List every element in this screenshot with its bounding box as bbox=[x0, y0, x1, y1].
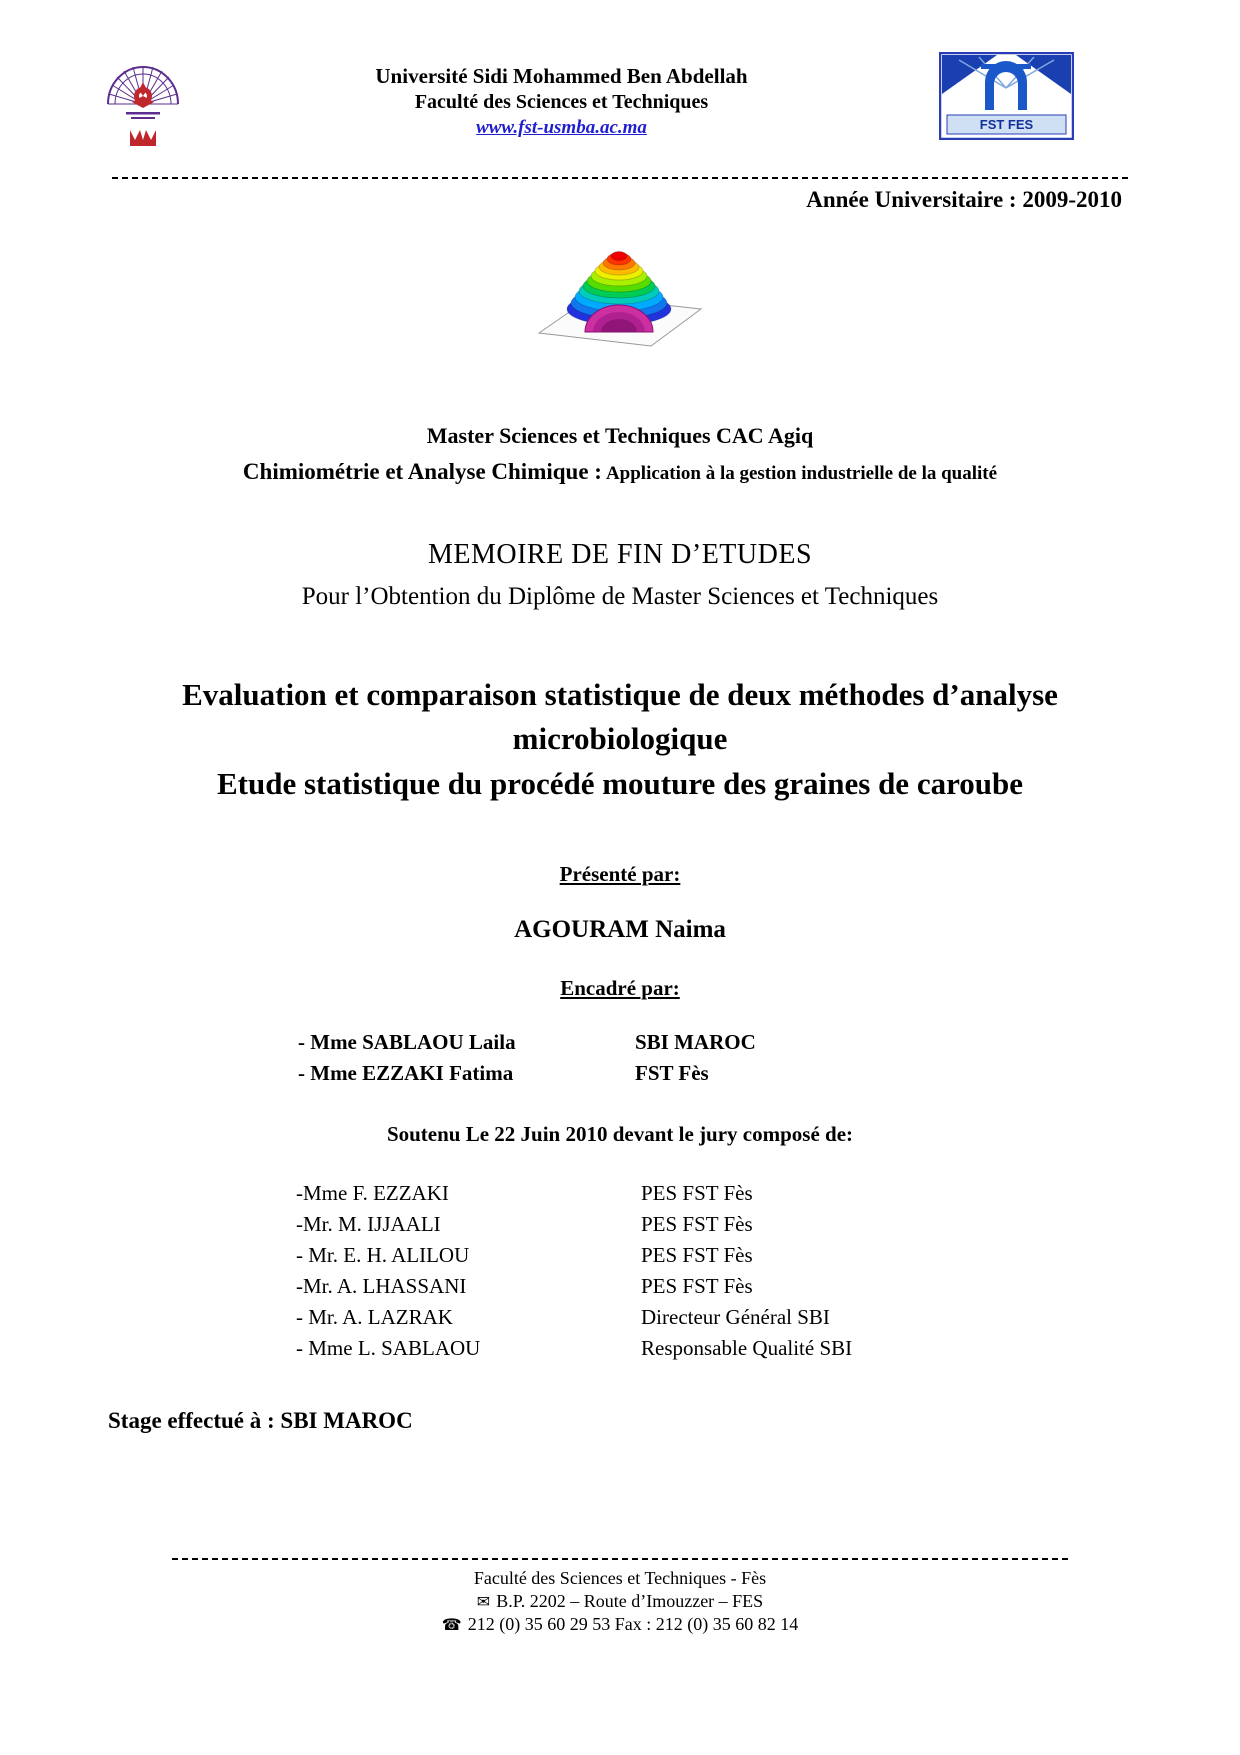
footer bbox=[0, 1558, 1240, 1635]
footer-address-text: B.P. 2202 – Route d’Imouzzer – FES bbox=[496, 1591, 764, 1611]
footer-phone-text: 212 (0) 35 60 29 53 Fax : 212 (0) 35 60 82 14 bbox=[467, 1614, 799, 1634]
phone-icon: ☎ bbox=[441, 1615, 462, 1634]
supervised-by-label: Encadré par: bbox=[560, 975, 680, 1000]
jury-member-name: -Mme F. EZZAKI bbox=[296, 1180, 449, 1205]
jury-member-name: - Mr. A. LAZRAK bbox=[296, 1304, 453, 1329]
jury-list bbox=[296, 1178, 1240, 1364]
surface-plot-image bbox=[0, 233, 1240, 351]
jury-member-name: - Mr. E. H. ALILOU bbox=[296, 1242, 470, 1267]
university-seal-icon bbox=[102, 52, 184, 154]
faculty-name: Faculté des Sciences et Techniques bbox=[414, 91, 709, 113]
fst-fes-logo-label: FST FES bbox=[979, 117, 1034, 132]
academic-year: Année Universitaire : 2009-2010 bbox=[806, 187, 1122, 212]
jury-member-name: - Mme L. SABLAOU bbox=[296, 1335, 481, 1360]
fst-fes-logo bbox=[939, 52, 1074, 145]
jury-member-name: -Mr. M. IJJAALI bbox=[296, 1211, 441, 1236]
university-seal-logo bbox=[102, 52, 184, 159]
page-title bbox=[155, 673, 1085, 806]
author-name: AGOURAM Naima bbox=[514, 915, 726, 943]
jury-member-role: Responsable Qualité SBI bbox=[641, 1335, 853, 1360]
jury-member-role: PES FST Fès bbox=[641, 1180, 753, 1205]
jury-member-name: -Mr. A. LHASSANI bbox=[296, 1273, 467, 1298]
specialty-line bbox=[0, 459, 1240, 491]
internship-line: Stage effectué à : SBI MAROC bbox=[108, 1407, 413, 1433]
specialty-detail: Application à la gestion industrielle de la qualité bbox=[605, 463, 998, 484]
supervisor-org: SBI MAROC bbox=[635, 1029, 756, 1054]
jury-member-role: Directeur Général SBI bbox=[641, 1304, 830, 1329]
footer-faculty-line: Faculté des Sciences et Techniques - Fès bbox=[473, 1568, 767, 1588]
fst-fes-logo-icon bbox=[939, 52, 1074, 140]
surface-plot-icon bbox=[531, 233, 709, 351]
footer-address-line bbox=[0, 1591, 1240, 1612]
memoir-subheading: Pour l’Obtention du Diplôme de Master Sciences et Techniques bbox=[301, 583, 939, 610]
memoir-heading: MEMOIRE DE FIN D’ETUDES bbox=[427, 539, 813, 570]
defense-intro-line: Soutenu Le 22 Juin 2010 devant le jury composé de: bbox=[386, 1121, 854, 1146]
page-title-line-2: Etude statistique du procédé mouture des graines de caroube bbox=[216, 765, 1024, 801]
supervisors-list bbox=[298, 1030, 1240, 1086]
header-text-block bbox=[184, 52, 939, 139]
page-title-line-1: Evaluation et comparaison statistique de deux méthodes d’analyse microbiologique bbox=[182, 677, 1058, 757]
footer-phone-line bbox=[0, 1614, 1240, 1635]
presented-by-label: Présenté par: bbox=[559, 861, 681, 886]
jury-member-role: PES FST Fès bbox=[641, 1211, 753, 1236]
header bbox=[0, 52, 1240, 159]
mail-icon: ✉ bbox=[476, 1592, 491, 1611]
specialty-name: Chimiométrie et Analyse Chimique : bbox=[242, 459, 602, 484]
separator-line-bottom bbox=[172, 1558, 1068, 1560]
supervisor-name: - Mme SABLAOU Laila bbox=[298, 1029, 516, 1054]
university-name: Université Sidi Mohammed Ben Abdellah bbox=[375, 64, 748, 88]
jury-member-role: PES FST Fès bbox=[641, 1273, 753, 1298]
jury-member-role: PES FST Fès bbox=[641, 1242, 753, 1267]
supervisor-name: - Mme EZZAKI Fatima bbox=[298, 1060, 514, 1085]
website-link[interactable]: www.fst-usmba.ac.ma bbox=[476, 117, 647, 138]
separator-line-top bbox=[112, 177, 1128, 179]
supervisor-org: FST Fès bbox=[635, 1060, 709, 1085]
master-program-line: Master Sciences et Techniques CAC Agiq bbox=[426, 423, 814, 448]
